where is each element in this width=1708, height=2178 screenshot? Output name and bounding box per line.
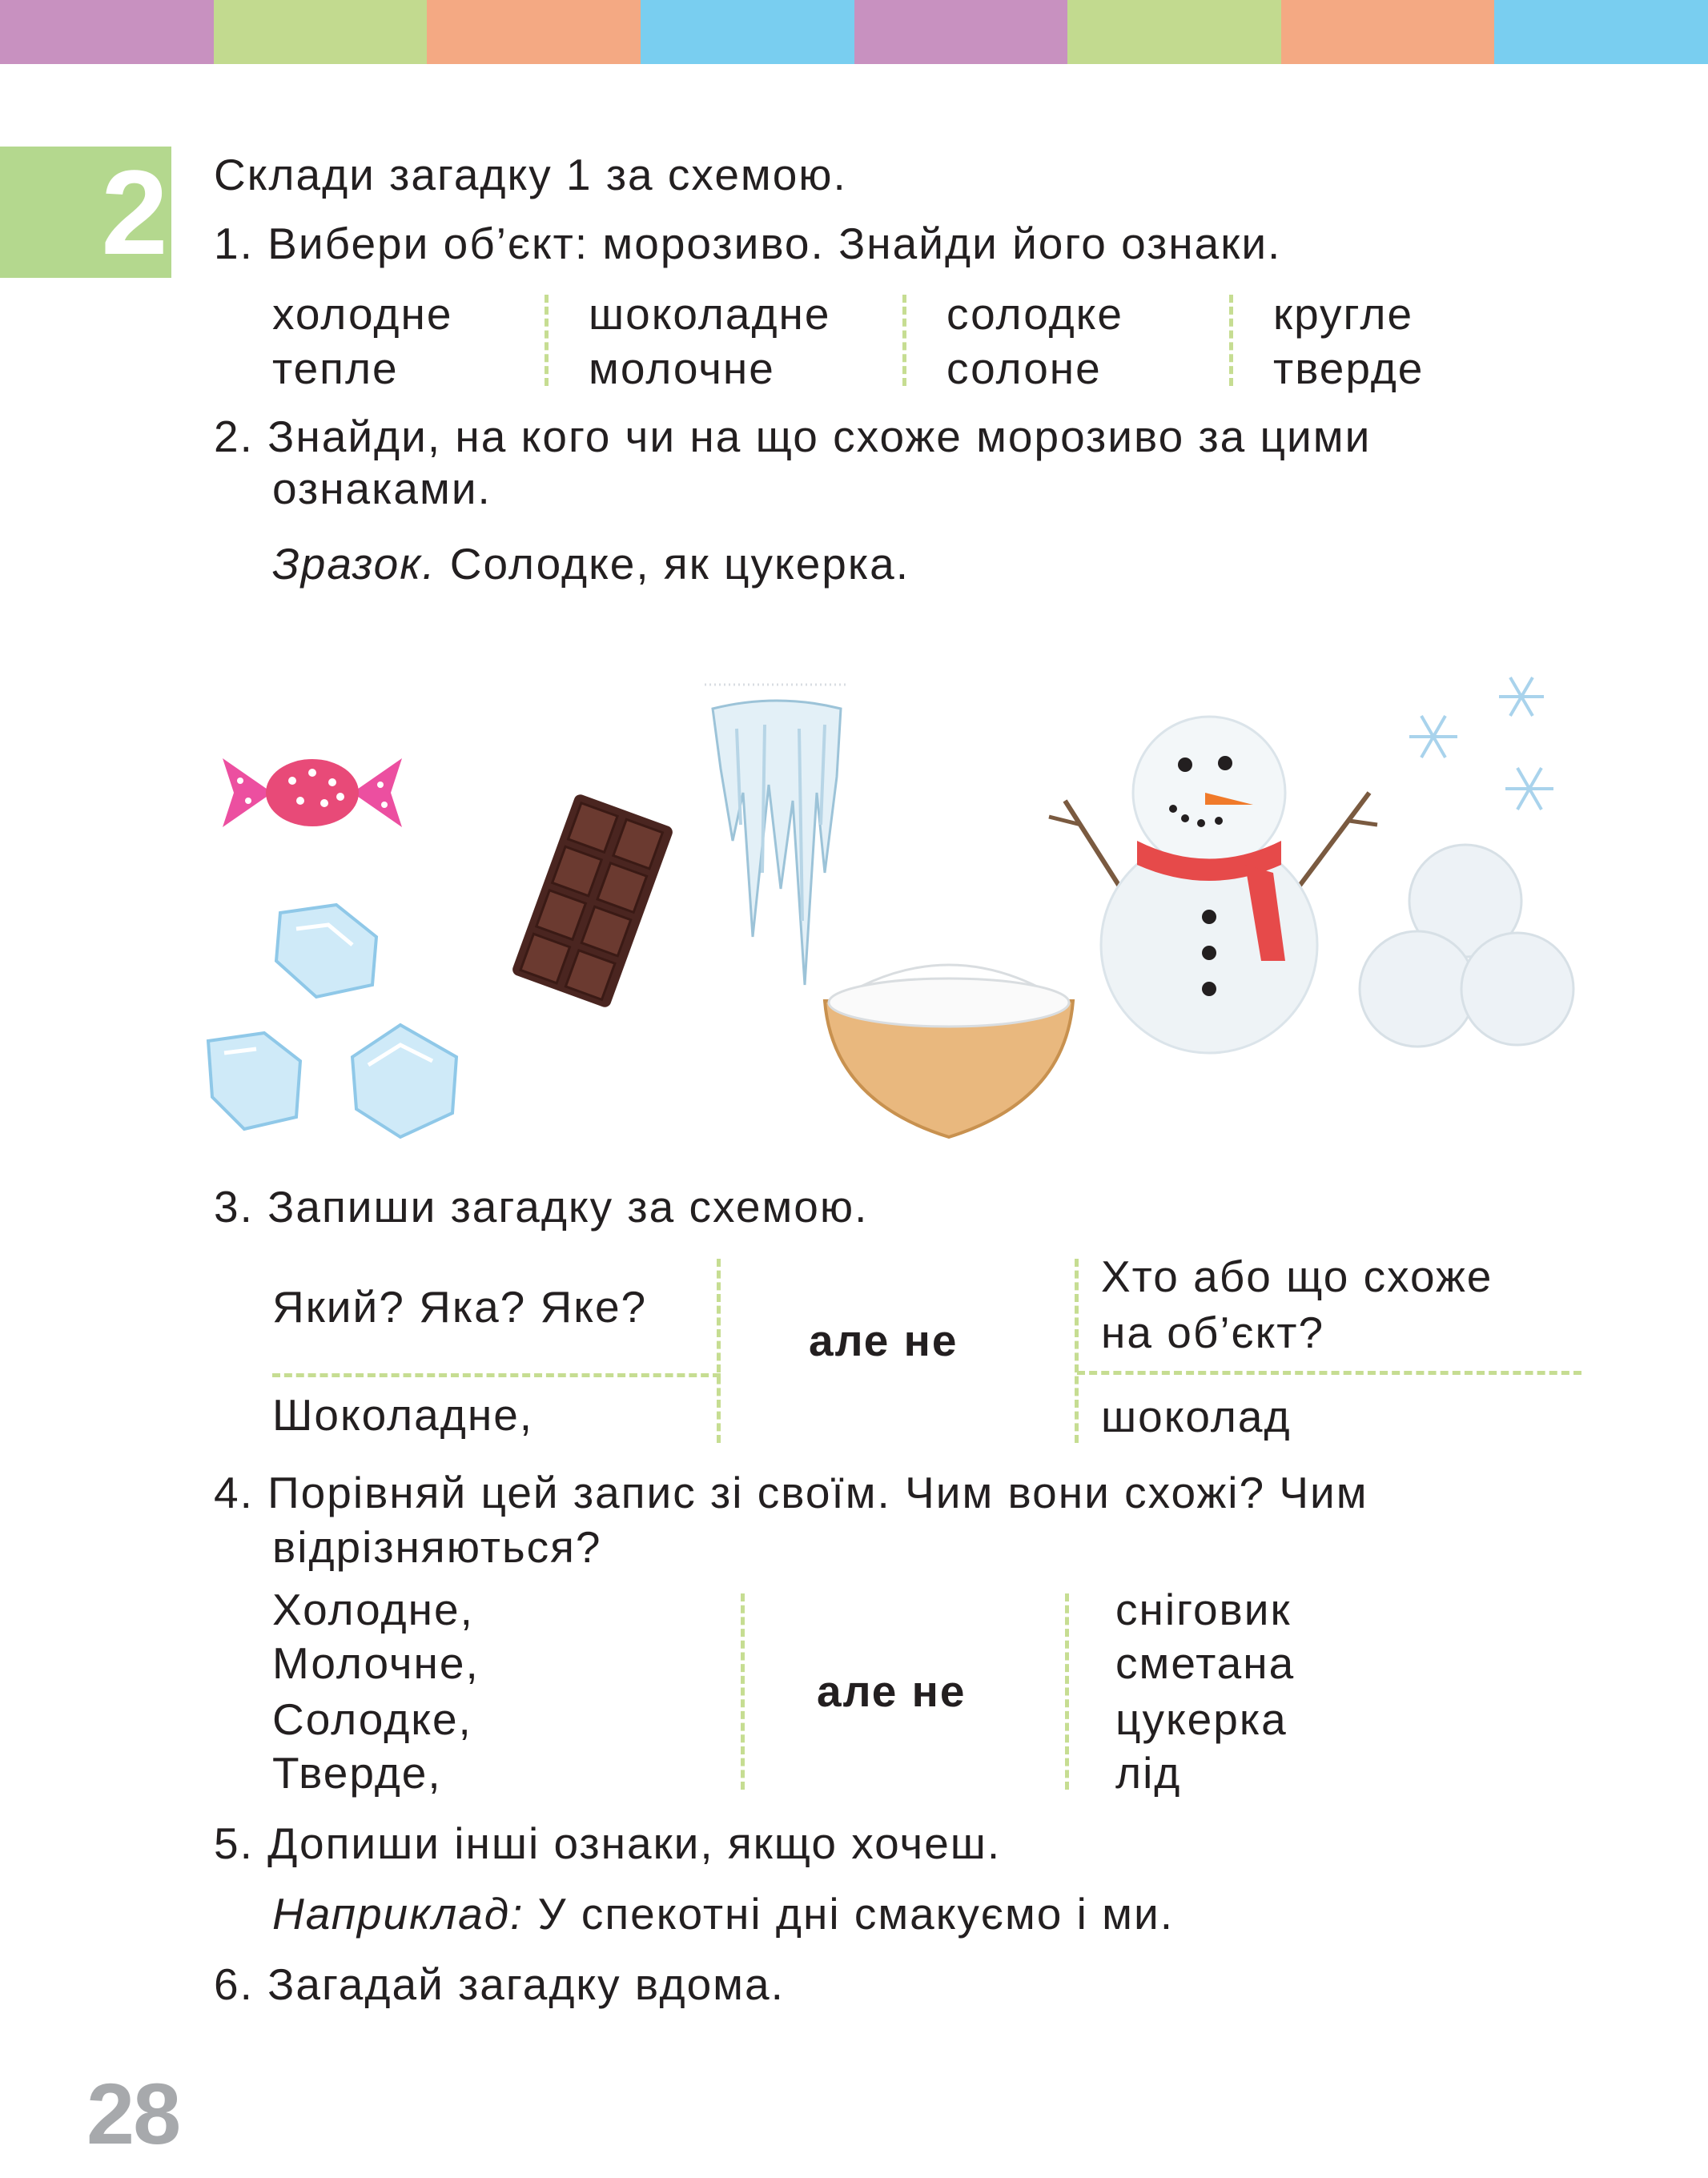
example-label: Зразок. xyxy=(272,539,436,589)
step4-text: 4. Порівняй цей запис зі своїм. Чим вони схожі? Чим xyxy=(214,1468,1368,1517)
feature-word: солоне xyxy=(946,344,1102,393)
feature-word: шоколадне xyxy=(589,289,831,339)
example-label: Наприклад: xyxy=(272,1889,524,1939)
riddle-object: лід xyxy=(1115,1748,1182,1798)
step2-text: 2. Знайди, на кого чи на що схоже морозиво за цими xyxy=(214,412,1372,461)
scheme-right-value: шоколад xyxy=(1101,1392,1292,1441)
riddle-object: сметана xyxy=(1115,1638,1296,1688)
strip-segment xyxy=(1281,0,1495,64)
strip-segment xyxy=(427,0,641,64)
riddle-object: сніговик xyxy=(1115,1585,1292,1634)
riddle-column-divider xyxy=(1065,1593,1069,1790)
strip-segment xyxy=(1494,0,1708,64)
scheme-right-header-cont: на об’єкт? xyxy=(1101,1308,1325,1357)
scheme-column-divider xyxy=(1075,1259,1079,1443)
step4-text-cont: відрізняються? xyxy=(272,1522,602,1572)
snowballs-icon xyxy=(1353,837,1577,1061)
strip-segment xyxy=(214,0,428,64)
strip-segment xyxy=(0,0,214,64)
scheme-connector: але не xyxy=(809,1316,958,1365)
example-text: Солодке, як цукерка. xyxy=(449,539,910,589)
strip-segment xyxy=(641,0,854,64)
scheme-left-header: Який? Яка? Яке? xyxy=(272,1282,648,1332)
ice-cubes-icon xyxy=(200,897,480,1153)
strip-segment xyxy=(1067,0,1281,64)
feature-word: солодке xyxy=(946,289,1123,339)
feature-word: холодне xyxy=(272,289,453,339)
riddle-feature: Молочне, xyxy=(272,1638,480,1688)
column-divider xyxy=(1229,295,1233,386)
riddle-feature: Холодне, xyxy=(272,1585,474,1634)
example-text: У спекотні дні смакуємо і ми. xyxy=(537,1889,1174,1939)
sour-cream-bowl-icon xyxy=(817,933,1081,1141)
riddle-feature: Солодке, xyxy=(272,1694,472,1744)
column-divider xyxy=(545,295,549,386)
snowflake-icon xyxy=(1393,669,1618,821)
top-color-strip xyxy=(0,0,1708,64)
exercise-heading: Склади загадку 1 за схемою. xyxy=(214,150,847,199)
chocolate-bar-icon xyxy=(504,789,681,1013)
riddle-feature: Тверде, xyxy=(272,1748,442,1798)
step5-text: 5. Допиши інші ознаки, якщо хочеш. xyxy=(214,1818,1002,1868)
step1-text: 1. Вибери об’єкт: морозиво. Знайди його ознаки. xyxy=(214,219,1282,268)
riddle-connector: але не xyxy=(817,1666,967,1716)
feature-word: молочне xyxy=(589,344,775,393)
column-divider xyxy=(902,295,906,386)
step2-example xyxy=(272,538,910,589)
scheme-left-value: Шоколадне, xyxy=(272,1390,534,1440)
scheme-row-divider xyxy=(1077,1371,1581,1375)
page-number: 28 xyxy=(86,2065,180,2162)
strip-segment xyxy=(854,0,1068,64)
scheme-row-divider xyxy=(272,1373,721,1377)
riddle-object: цукерка xyxy=(1115,1694,1288,1744)
feature-word: тепле xyxy=(272,344,399,393)
step2-text-cont: ознаками. xyxy=(272,464,492,513)
candy-icon xyxy=(216,741,408,845)
step3-text: 3. Запиши загадку за схемою. xyxy=(214,1182,869,1232)
step5-example xyxy=(272,1888,1174,1939)
feature-word: тверде xyxy=(1273,344,1425,393)
exercise-number: 2 xyxy=(101,145,168,279)
scheme-column-divider xyxy=(717,1259,721,1443)
snowman-icon xyxy=(1033,705,1385,1057)
scheme-right-header: Хто або що схоже xyxy=(1101,1252,1493,1301)
feature-word: кругле xyxy=(1273,289,1414,339)
step6-text: 6. Загадай загадку вдома. xyxy=(214,1959,785,2009)
riddle-column-divider xyxy=(741,1593,745,1790)
